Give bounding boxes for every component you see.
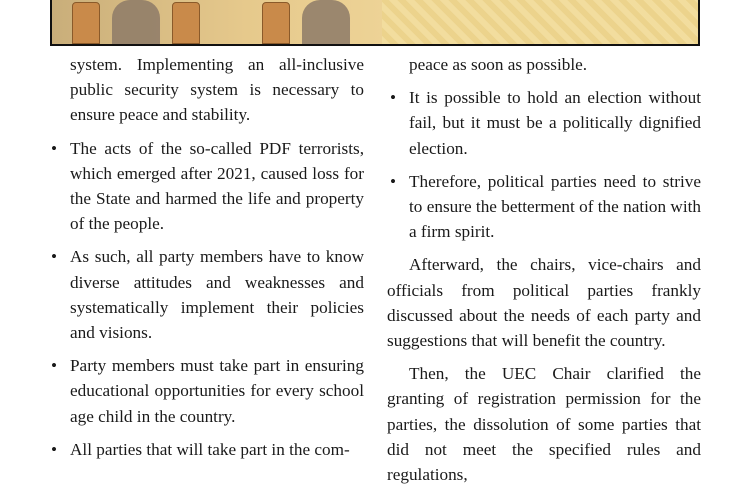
- bullet-icon: •: [50, 439, 58, 459]
- bullet-icon: •: [50, 247, 58, 267]
- bullet-text: All parties that will take part in the com-: [70, 439, 350, 459]
- carpet: [382, 0, 698, 44]
- bullet-icon: •: [50, 356, 58, 376]
- bullet-text: The acts of the so-called PDF terrorists, which emerged after 2021, caused loss for the State and harmed the life and property of the people.: [70, 138, 364, 234]
- bullet-icon: •: [50, 138, 58, 158]
- left-continuation-text: system. Implementing an all-inclusive public security system is necessary to ensure peace and stability.: [70, 55, 364, 125]
- chair-icon: [172, 2, 200, 44]
- bullet-item: [48, 437, 364, 462]
- bullet-text: Party members must take part in ensuring educational opportunities for every school age child in the country.: [70, 356, 364, 426]
- person-icon: [112, 0, 160, 44]
- body-paragraph: Afterward, the chairs, vice-chairs and officials from political parties frankly discussed about the needs of each party and suggestions that will benefit the country.: [387, 255, 701, 351]
- right-continuation-text: peace as soon as possible.: [409, 55, 588, 74]
- bullet-item: [48, 353, 364, 429]
- bullet-item: [48, 136, 364, 237]
- meeting-photo: [50, 0, 700, 46]
- bullet-item: [387, 85, 701, 161]
- bullet-item: [387, 169, 701, 245]
- chair-icon: [72, 2, 100, 44]
- person-icon: [302, 0, 350, 44]
- chair-icon: [262, 2, 290, 44]
- left-column: [48, 52, 364, 470]
- bullet-text: As such, all party members have to know diverse attitudes and weaknesses and systematically implement their policies and visions.: [70, 247, 364, 343]
- bullet-text: It is possible to hold an election without fail, but it must be a politically dignified election.: [409, 88, 701, 158]
- bullet-icon: •: [389, 171, 397, 191]
- right-column: [387, 52, 701, 495]
- bullet-item: [48, 244, 364, 345]
- bullet-icon: •: [389, 88, 397, 108]
- bullet-text: Therefore, political parties need to strive to ensure the betterment of the nation with a firm spirit.: [409, 171, 701, 242]
- body-paragraph: Then, the UEC Chair clarified the granting of registration permission for the parties, the dissolution of some parties that did not meet the specified rules and regulations,: [387, 364, 701, 485]
